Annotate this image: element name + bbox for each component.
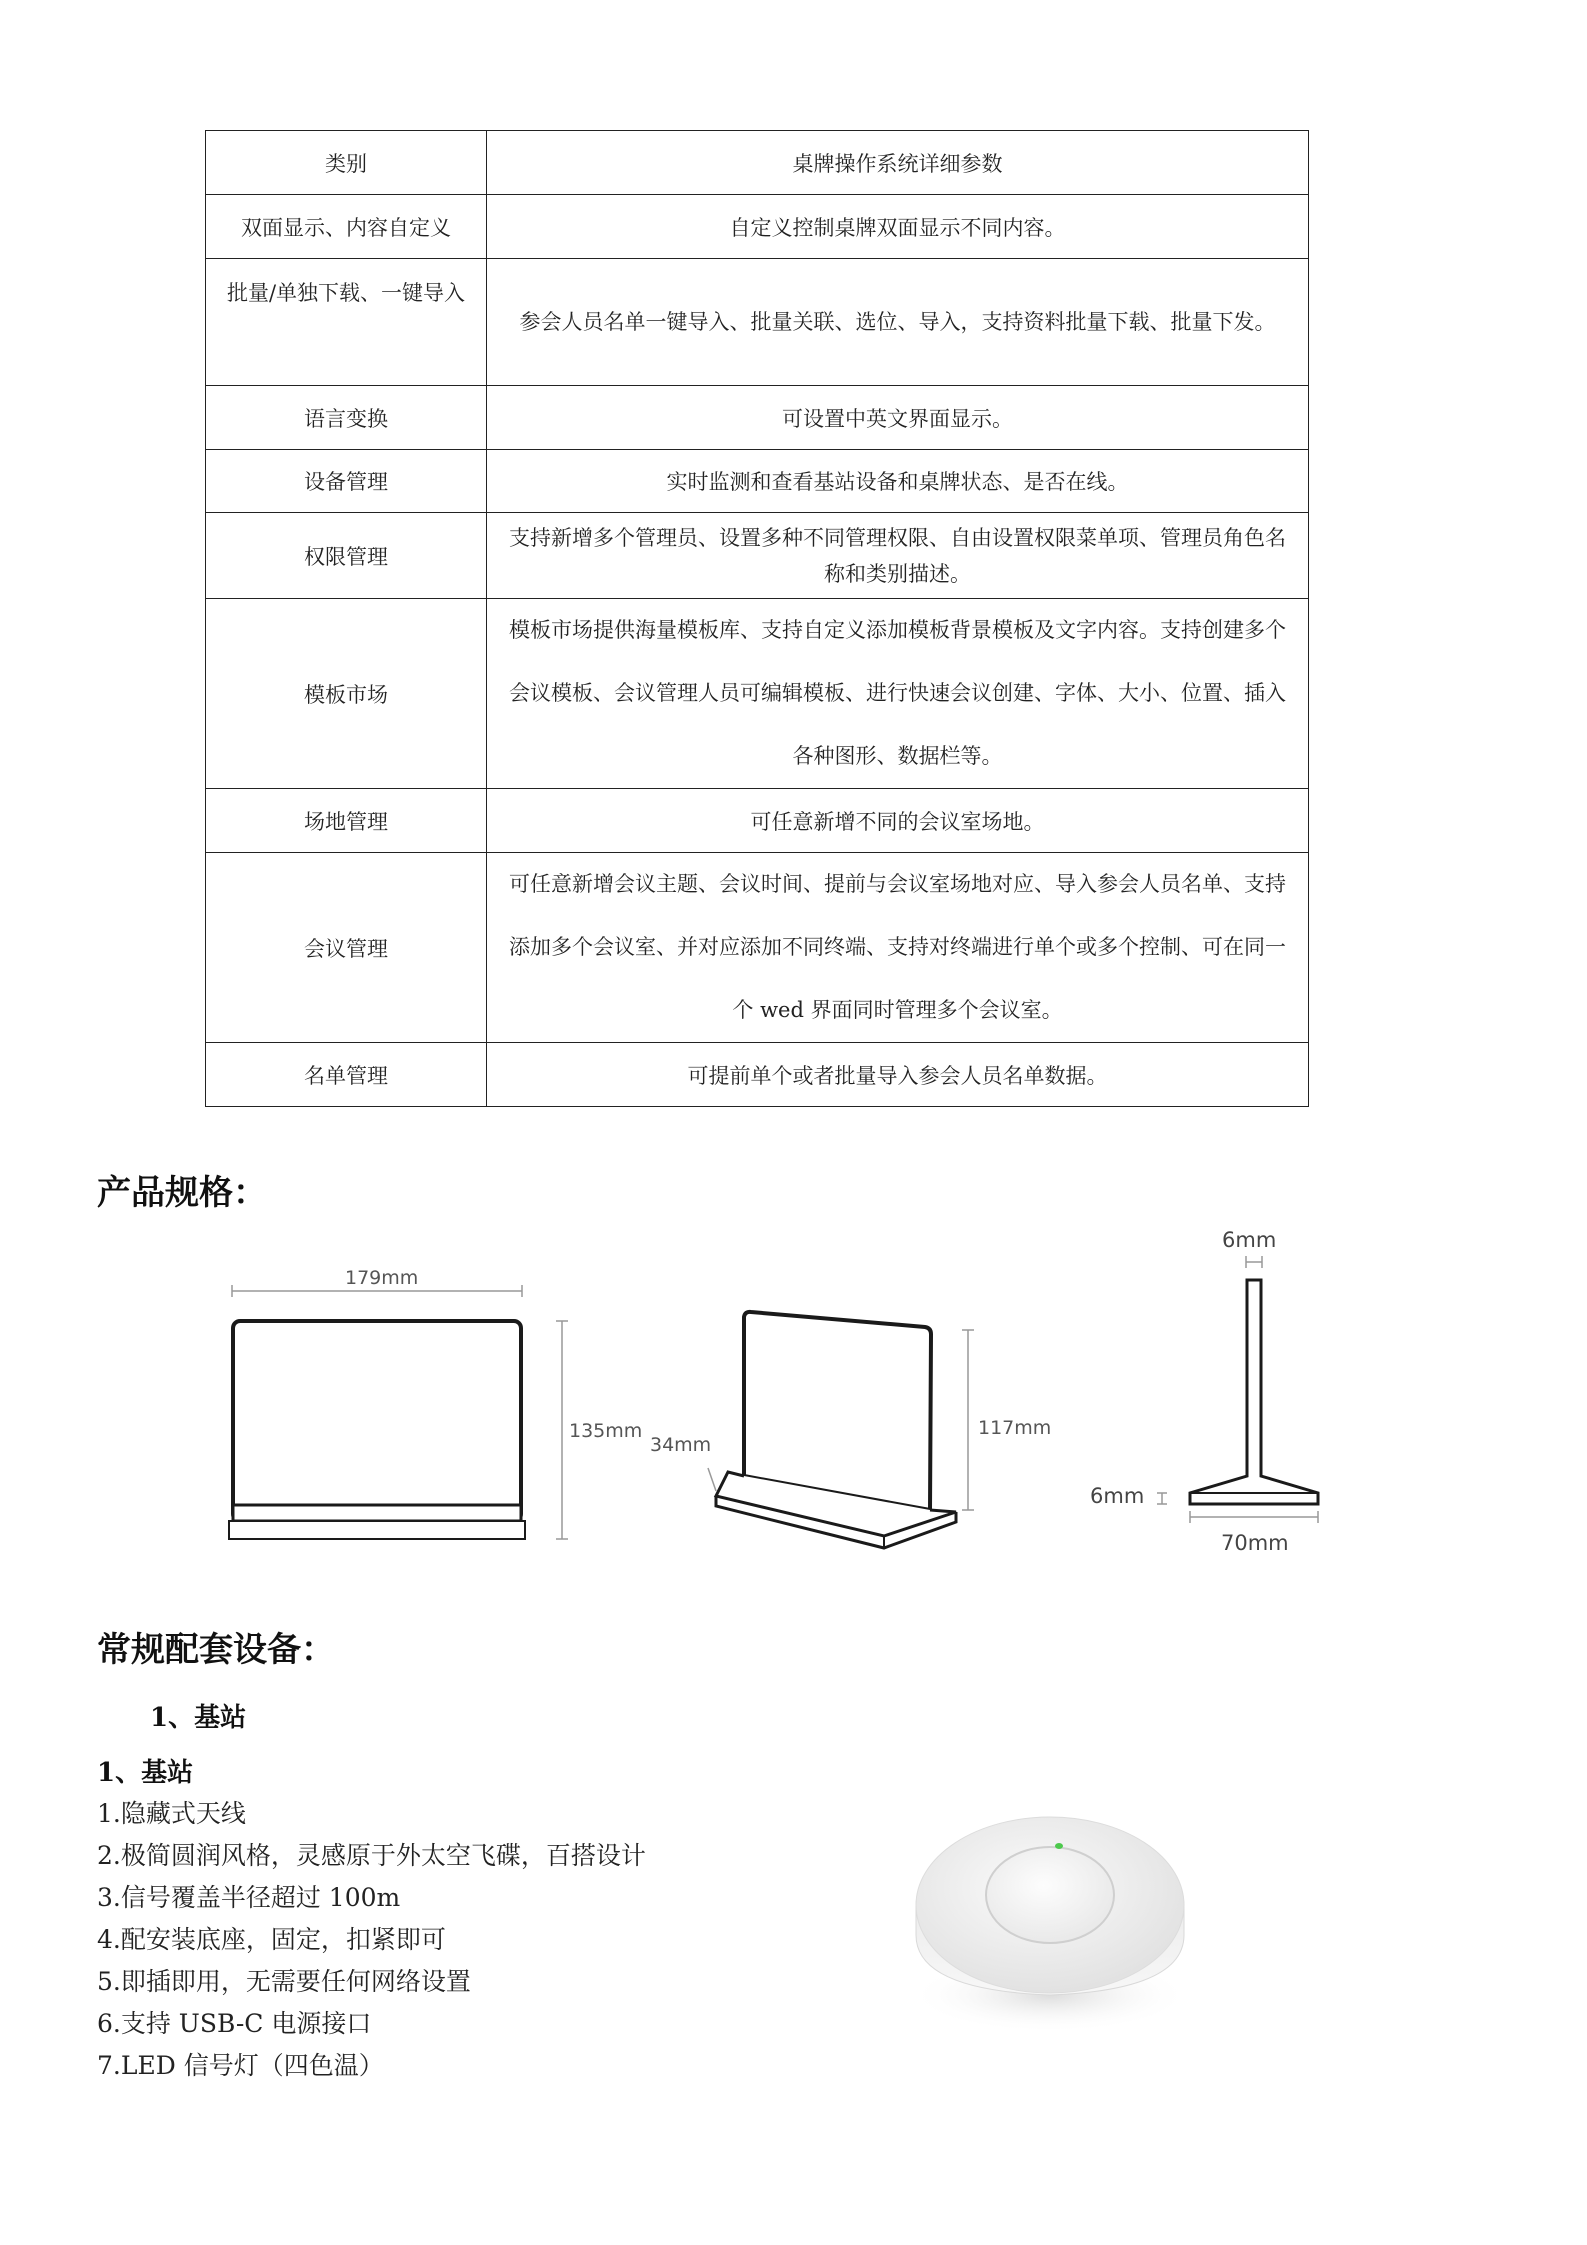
row-detail: 参会人员名单一键导入、批量关联、选位、导入，支持资料批量下载、批量下发。 (487, 259, 1309, 386)
feature-list (97, 1793, 646, 2087)
header-category: 类别 (206, 131, 487, 195)
list-item: 3.信号覆盖半径超过 100m (97, 1883, 401, 1912)
base-height-label: 6mm (1090, 1484, 1145, 1508)
led-indicator-icon (1055, 1843, 1063, 1849)
product-dimension-drawing (0, 1210, 1587, 1580)
row-detail: 模板市场提供海量模板库、支持自定义添加模板背景模板及文字内容。支持创建多个会议模板、会议管理人员可编辑模板、进行快速会议创建、字体、大小、位置、插入各种图形、数据栏等。 (487, 599, 1309, 789)
row-category: 设备管理 (206, 450, 487, 513)
table-row (206, 513, 1309, 599)
row-category: 批量/单独下载、一键导入 (206, 259, 487, 386)
angled-depth-label: 34mm (650, 1434, 712, 1456)
row-category: 模板市场 (206, 599, 487, 789)
row-category: 双面显示、内容自定义 (206, 195, 487, 259)
table-row (206, 789, 1309, 853)
row-category: 会议管理 (206, 853, 487, 1043)
table-header-row (206, 131, 1309, 195)
table-row (206, 599, 1309, 789)
table-row (206, 259, 1309, 386)
sub-heading-base-station-list: 1、基站 (97, 1758, 194, 1788)
spec-table (205, 130, 1309, 1107)
angled-height-label: 117mm (978, 1417, 1052, 1439)
row-detail: 可提前单个或者批量导入参会人员名单数据。 (487, 1043, 1309, 1107)
front-view (229, 1267, 642, 1539)
row-detail: 可任意新增会议主题、会议时间、提前与会议室场地对应、导入参会人员名单、支持添加多个会议室、并对应添加不同终端、支持对终端进行单个或多个控制、可在同一个 wed 界面同时管理多个会议室。 (487, 853, 1309, 1043)
header-detail: 桌牌操作系统详细参数 (487, 131, 1309, 195)
angled-view (650, 1312, 1051, 1548)
row-category: 名单管理 (206, 1043, 487, 1107)
table-row (206, 853, 1309, 1043)
table-row (206, 1043, 1309, 1107)
spec-heading: 产品规格： (97, 1173, 267, 1213)
table-row (206, 195, 1309, 259)
base-station-image (890, 1790, 1210, 2050)
list-item: 4.配安装底座，固定，扣紧即可 (97, 1925, 446, 1954)
table-row (206, 450, 1309, 513)
thickness-label: 6mm (1222, 1228, 1277, 1252)
list-item: 7.LED 信号灯（四色温） (97, 2051, 384, 2080)
row-detail: 可任意新增不同的会议室场地。 (487, 789, 1309, 853)
list-item: 2.极简圆润风格，灵感原于外太空飞碟，百搭设计 (97, 1841, 646, 1870)
list-item: 6.支持 USB-C 电源接口 (97, 2009, 372, 2038)
row-category: 场地管理 (206, 789, 487, 853)
list-item: 5.即插即用，无需要任何网络设置 (97, 1967, 471, 1996)
front-width-label: 179mm (345, 1267, 419, 1289)
table-row (206, 386, 1309, 450)
front-height-label: 135mm (569, 1420, 643, 1442)
equipment-heading: 常规配套设备： (97, 1630, 335, 1670)
row-detail: 自定义控制桌牌双面显示不同内容。 (487, 195, 1309, 259)
base-width-label: 70mm (1221, 1531, 1289, 1555)
side-view (1090, 1228, 1318, 1555)
list-item: 1.隐藏式天线 (97, 1799, 246, 1828)
row-category: 语言变换 (206, 386, 487, 450)
row-detail: 可设置中英文界面显示。 (487, 386, 1309, 450)
row-detail: 实时监测和查看基站设备和桌牌状态、是否在线。 (487, 450, 1309, 513)
sub-heading-base-station: 1、基站 (150, 1703, 247, 1733)
row-detail: 支持新增多个管理员、设置多种不同管理权限、自由设置权限菜单项、管理员角色名称和类别描述。 (487, 513, 1309, 599)
row-category: 权限管理 (206, 513, 487, 599)
